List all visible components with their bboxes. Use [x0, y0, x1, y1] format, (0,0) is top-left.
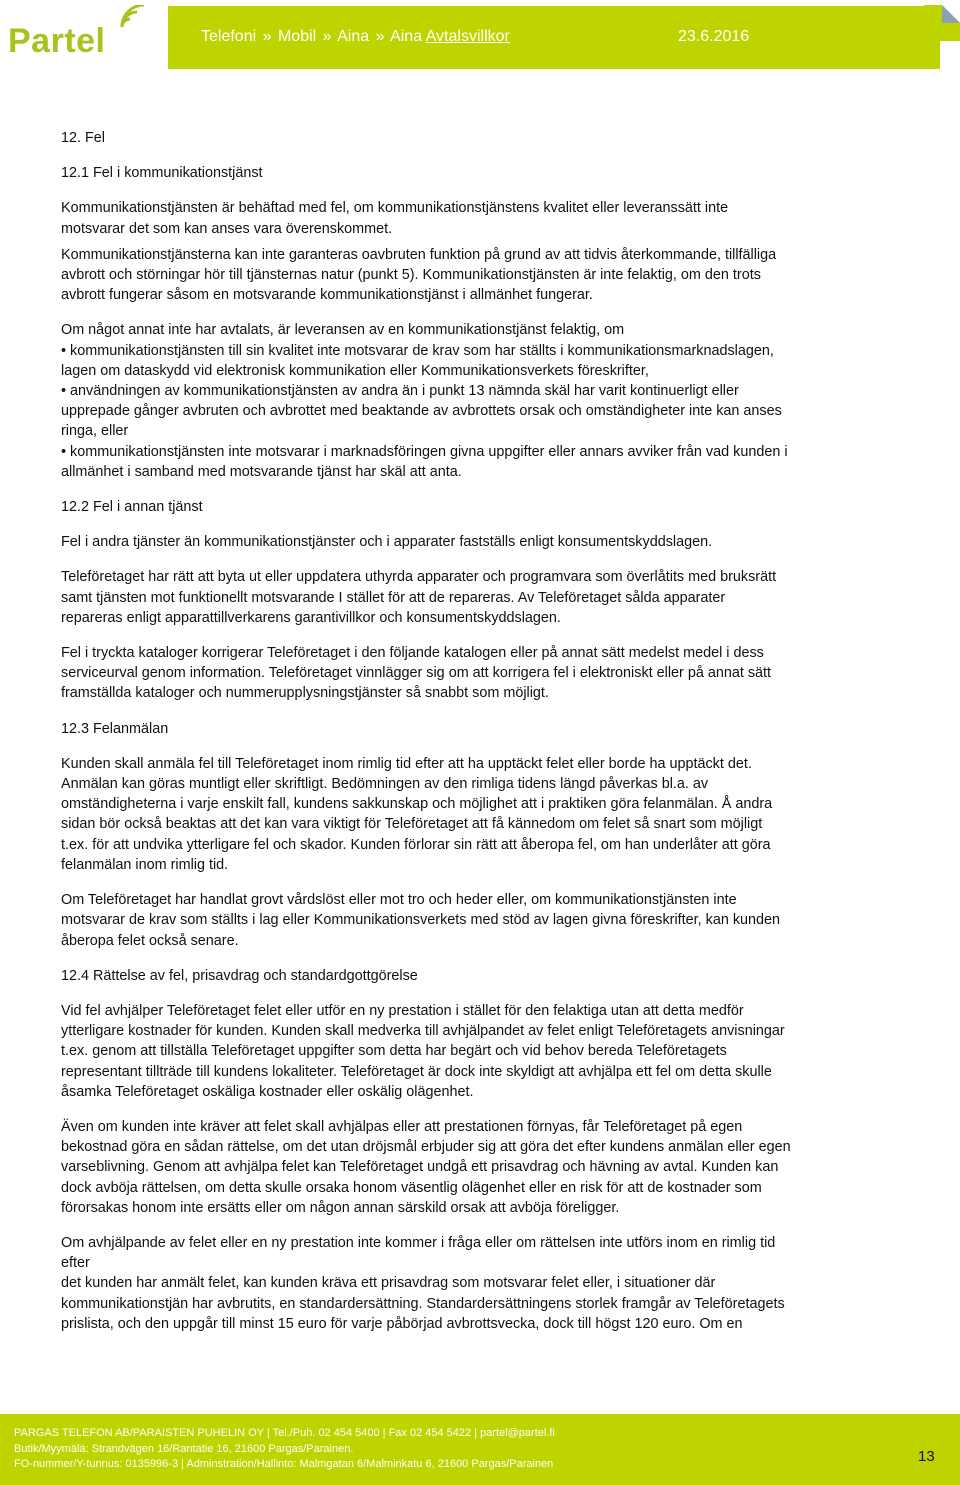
- text-line: Kunden skall anmäla fel till Teleföretaget inom rimlig tid efter att ha upptäckt felet eller borde ha upptäckt det.: [61, 755, 752, 772]
- text-line: Fel i tryckta kataloger korrigerar Teleföretaget i den följande katalogen eller på annat sätt medelst medel i dess: [61, 645, 764, 662]
- text-line: motsvarar de krav som ställts i lag eller Kommunikationsverkets med stöd av lagen givna föreskrifter, kan kunden: [61, 912, 781, 929]
- subsection-heading-12-1: 12.1 Fel i kommunikationstjänst: [61, 165, 263, 182]
- text-line: upprepade gånger avbruten och avbrottet med beaktande av avbrottets orsak och omständigheter inte kan anses: [61, 403, 782, 420]
- text-line: allmänhet i samband med motsvarande tjänst har skäl att anta.: [61, 463, 462, 480]
- subsection-heading-12-3: 12.3 Felanmälan: [61, 720, 169, 737]
- text-line: Fel i andra tjänster än kommunikationstjänster och i apparater fastställs enligt konsumentskyddslagen.: [61, 534, 713, 551]
- text-line: representant tillträde till kundens lokaliteter. Teleföretaget är dock inte skyldigt att avhjälpa ett fel om detta skulle: [61, 1063, 772, 1080]
- breadcrumb-separator: »: [322, 28, 332, 45]
- text-line: varseblivning. Genom att avhjälpa felet kan Teleföretaget undgå ett prisavdrag och hävning av avtal. Kunden kan: [61, 1159, 779, 1176]
- bullet-item: • användningen av kommunikationstjänsten av andra än i punkt 13 nämnda skäl har varit kontinuerligt eller: [61, 383, 739, 400]
- paragraph: [61, 1233, 901, 1334]
- breadcrumb-item-telefoni[interactable]: Telefoni: [201, 28, 257, 45]
- page-footer: [0, 1414, 960, 1485]
- paragraph: [61, 754, 901, 875]
- text-line: sidan bör också beaktas att det kan vara viktigt för Teleföretaget att få kännedom om felet så snart som möjligt: [61, 816, 763, 833]
- breadcrumb-item-aina[interactable]: Aina: [337, 28, 370, 45]
- text-line: t.ex. genom att tillställa Teleföretaget uppgifter som detta har begärt och vid behov bereda Teleföretagets: [61, 1043, 727, 1060]
- text-line: avbrott fungerar såsom en motsvarande kommunikationstjänst i allmänhet fungerar.: [61, 287, 593, 304]
- paragraph: [61, 1001, 901, 1102]
- footer-contact-line: PARGAS TELEFON AB/PARAISTEN PUHELIN OY | Tel./Puh. 02 454 5400 | Fax 02 454 5422 | partel@partel.fi: [14, 1427, 555, 1439]
- paragraph: [61, 320, 901, 482]
- page-corner-fold-icon: [924, 5, 960, 41]
- text-line: felanmälan inom rimlig tid.: [61, 856, 229, 873]
- subsection-heading-12-2: 12.2 Fel i annan tjänst: [61, 499, 203, 516]
- logo-wordmark: Partel: [8, 22, 106, 60]
- paragraph: [61, 643, 901, 704]
- text-line: dock avböja rättelsen, om detta skulle orsaka honom väsentlig olägenhet eller en risk för att de kostnader som: [61, 1179, 762, 1196]
- breadcrumb-separator: »: [262, 28, 272, 45]
- text-line: bekostnad göra en sådan rättelse, om det utan dröjsmål erbjuder sig att göra det efter kundens anmälan eller egen: [61, 1139, 791, 1156]
- text-line: Om avhjälpande av felet eller en ny prestation inte kommer i fråga eller om rättelsen inte utförs inom en rimlig tid: [61, 1234, 776, 1251]
- text-line: Även om kunden inte kräver att felet skall avhjälpas eller att prestationen förnyas, får Teleföretaget på egen: [61, 1118, 743, 1135]
- text-line: efter: [61, 1255, 90, 1272]
- text-line: repareras enligt apparattillverkarens garantivillkor och konsumentskyddslagen.: [61, 609, 561, 626]
- footer-registration-line: FO-nummer/Y-tunnus: 0135996-3 | Adminstration/Hallinto: Malmgatan 6/Malminkatu 6, 21600 Pargas/Parainen: [14, 1458, 554, 1470]
- text-line: samt tjänsten mot funktionellt motsvarande I stället för att de repareras. Av Teleföretaget sålda apparater: [61, 589, 726, 606]
- paragraph: [61, 1117, 901, 1218]
- footer-address-line: Butik/Myymälä: Strandvägen 16/Rantatie 16, 21600 Pargas/Parainen.: [14, 1442, 354, 1455]
- paragraph: [61, 890, 901, 951]
- breadcrumb-separator: »: [375, 28, 385, 45]
- text-line: prislista, och den uppgår till minst 15 euro för varje påbörjad avbrottsvecka, dock till högst 120 euro. Om en: [61, 1315, 743, 1332]
- text-line: Kommunikationstjänsterna kan inte garanteras oavbruten funktion på grund av att tidvis återkommande, tillfälliga: [61, 246, 777, 263]
- breadcrumb: [201, 28, 510, 46]
- paragraph: [61, 567, 901, 628]
- paragraph: [61, 198, 901, 238]
- text-line: serviceurval genom information. Teleföretaget vinnlägger sig om att korrigera fel i elektroniskt eller på annat sätt: [61, 665, 772, 682]
- paragraph: [61, 245, 901, 306]
- text-line: ytterligare kostnader för kunden. Kunden skall medverka till avhjälpandet av felet enligt Teleföretagets anvisningar: [61, 1023, 785, 1040]
- company-info: [14, 1426, 555, 1473]
- text-line: ringa, eller: [61, 423, 129, 440]
- header-bar: [168, 6, 940, 69]
- signal-waves-icon: [114, 5, 154, 35]
- bullet-item: • kommunikationstjänsten inte motsvarar i marknadsföringen givna uppgifter eller annars avviker från vad kunden i: [61, 443, 788, 460]
- text-line: Kommunikationstjänsten är behäftad med fel, om kommunikationstjänstens kvalitet eller leveranssätt inte: [61, 200, 729, 217]
- text-line: kommunikationstjän har avbrutits, en standardersättning. Standardersättningens storlek framgår av Teleföretagets: [61, 1295, 785, 1312]
- header-date: 23.6.2016: [678, 28, 750, 45]
- text-line: Vid fel avhjälper Teleföretaget felet eller utför en ny prestation i stället för den felaktiga utan att detta medför: [61, 1002, 744, 1019]
- paragraph: [61, 532, 901, 552]
- text-line: åsamka Teleföretaget oskäliga kostnader eller oskälig olägenhet.: [61, 1083, 474, 1100]
- subsection-heading-12-4: 12.4 Rättelse av fel, prisavdrag och standardgottgörelse: [61, 967, 418, 984]
- partel-logo[interactable]: [0, 0, 170, 73]
- page-header: [0, 0, 960, 73]
- text-line: Anmälan kan göras muntligt eller skriftligt. Bedömningen av den rimliga tidens längd påverkas bl.a. av: [61, 776, 709, 793]
- text-line: omständigheterna i varje enskilt fall, kundens sakkunskap och möjlighet att i praktiken göra felanmälan. Å andra: [61, 796, 773, 813]
- text-line: det kunden har anmält felet, kan kunden kräva ett prisavdrag som motsvarar felet eller, i situationer där: [61, 1275, 716, 1292]
- text-line: förorsakas honom inte ersätts eller om någon annan särskild orsak att avböja föreligger.: [61, 1199, 620, 1216]
- text-line: framställda kataloger och nummerupplysningstjänster så snabbt som möjligt.: [61, 685, 549, 702]
- breadcrumb-item-mobil[interactable]: Mobil: [277, 28, 317, 45]
- text-line: t.ex. för att undvika ytterligare fel och skador. Kunden förlorar sin rätt att åberopa fel, om han underlåter att göra: [61, 836, 771, 853]
- text-line: avbrott och störningar hör till tjänsternas natur (punkt 5). Kommunikationstjänsten är inte felaktig, om den trots: [61, 267, 761, 284]
- text-line: Om Teleföretaget har handlat grovt vårdslöst eller mot tro och heder eller, om kommunikationstjänsten inte: [61, 892, 737, 909]
- text-line: lagen om dataskydd vid elektronisk kommunikation eller Kommunikationsverkets föreskrifter,: [61, 362, 649, 379]
- page-number: 13: [918, 1448, 935, 1465]
- text-line: Om något annat inte har avtalats, är leveransen av en kommunikationstjänst felaktig, om: [61, 322, 625, 339]
- breadcrumb-item-aina-sub[interactable]: Aina: [390, 28, 423, 45]
- bullet-item: • kommunikationstjänsten till sin kvalitet inte motsvarar de krav som har ställts i kommunikationsmarknadslagen,: [61, 342, 774, 359]
- breadcrumb-item-avtalsvillkor[interactable]: Avtalsvillkor: [425, 28, 510, 45]
- text-line: Teleföretaget har rätt att byta ut eller uppdatera uthyrda apparater och programvara som överlåtits med bruksrätt: [61, 569, 777, 586]
- section-heading-12: 12. Fel: [61, 130, 105, 146]
- text-line: motsvarar det som kan anses vara överenskommet.: [61, 220, 393, 237]
- text-line: åberopa felet också senare.: [61, 932, 239, 949]
- document-body: [61, 128, 901, 1349]
